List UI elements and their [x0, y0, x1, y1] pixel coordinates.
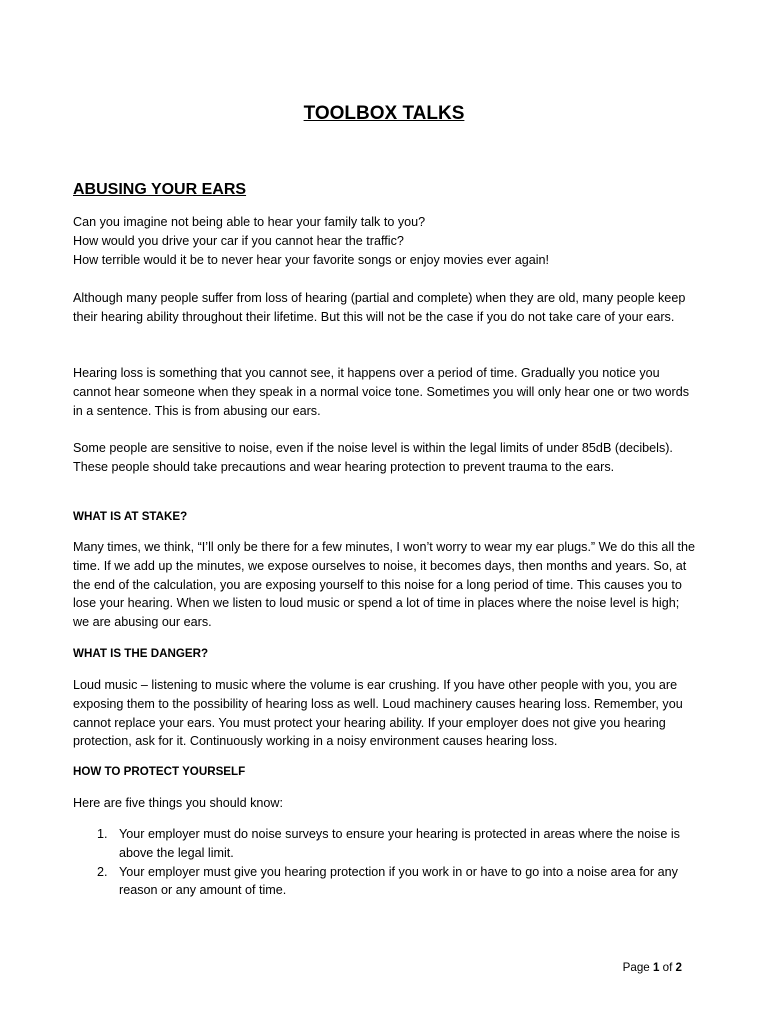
section-heading: WHAT IS THE DANGER? [73, 647, 209, 660]
list-item [73, 863, 695, 901]
section-text: Loud music – listening to music where the volume is ear crushing. If you have other people with you, you are exposing them to the possibility of hearing loss as well. Loud machinery causes hearing loss. Remember, you cannot replace your ears. You must protect your hearing ability. If your employer does not give you hearing protection, ask for it. Continuously working in a noisy environment causes hearing loss. [73, 678, 683, 749]
list-item-number: 1. [97, 827, 108, 841]
intro-line: Can you imagine not being able to hear your family talk to you? [73, 215, 426, 229]
paragraph-aging [73, 289, 695, 327]
paragraph-text: Hearing loss is something that you cannot see, it happens over a period of time. Gradually you notice you cannot hear someone when they speak in a normal voice tone. Sometimes you will only hear one or two words in a sentence. This is from abusing our ears. [73, 366, 690, 418]
intro-questions [73, 213, 695, 269]
paragraph-text: Although many people suffer from loss of hearing (partial and complete) when they are old, many people keep their hearing ability throughout their lifetime. But this will not be the case if you do not take care of your ears. [73, 291, 686, 324]
section-what-is-at-stake [73, 509, 695, 525]
protection-list [73, 825, 695, 900]
page-of-word: of [662, 961, 673, 974]
section-protect-intro [73, 794, 695, 813]
section-what-is-the-danger [73, 646, 695, 662]
section-stake-body [73, 538, 695, 632]
paragraph-hearing-loss [73, 364, 695, 420]
document-heading: ABUSING YOUR EARS [73, 181, 247, 198]
list-item-number: 2. [97, 864, 108, 879]
page-number-footer [623, 960, 682, 976]
paragraph-sensitivity [73, 439, 695, 477]
page-total: 2 [675, 961, 682, 974]
paragraph-text: Some people are sensitive to noise, even if the noise level is within the legal limits of under 85dB (decibels). These people should take precautions and wear hearing protection to prevent trauma to the ears. [73, 441, 673, 474]
intro-line: How would you drive your car if you cannot hear the traffic? [73, 233, 404, 248]
intro-line: How terrible would it be to never hear your favorite songs or enjoy movies ever again! [73, 252, 550, 267]
section-danger-body [73, 676, 695, 751]
section-how-to-protect [73, 764, 695, 780]
page-current: 1 [652, 961, 660, 974]
section-heading: WHAT IS AT STAKE? [73, 510, 188, 523]
document-title: TOOLBOX TALKS [303, 103, 465, 124]
page-word: Page [622, 961, 650, 974]
section-text: Many times, we think, “I’ll only be there for a few minutes, I won’t worry to wear my ear plugs.” We do this all the time. If we add up the minutes, we expose ourselves to noise, it becomes days, then months and years. So, at the end of the calculation, you are exposing yourself to this noise for a long period of time. This causes you to lose your hearing. When we listen to loud music or spend a lot of time in places where the noise level is high; we are abusing our ears. [73, 540, 696, 630]
section-heading: HOW TO PROTECT YOURSELF [73, 765, 246, 778]
section-intro: Here are five things you should know: [73, 796, 284, 810]
list-item-text: Your employer must give you hearing protection if you work in or have to go into a noise area for any reason or any amount of time. [119, 864, 678, 898]
document-page [73, 0, 695, 1024]
list-item [73, 825, 695, 863]
list-item-text: Your employer must do noise surveys to ensure your hearing is protected in areas where the noise is above the legal limit. [119, 827, 680, 860]
